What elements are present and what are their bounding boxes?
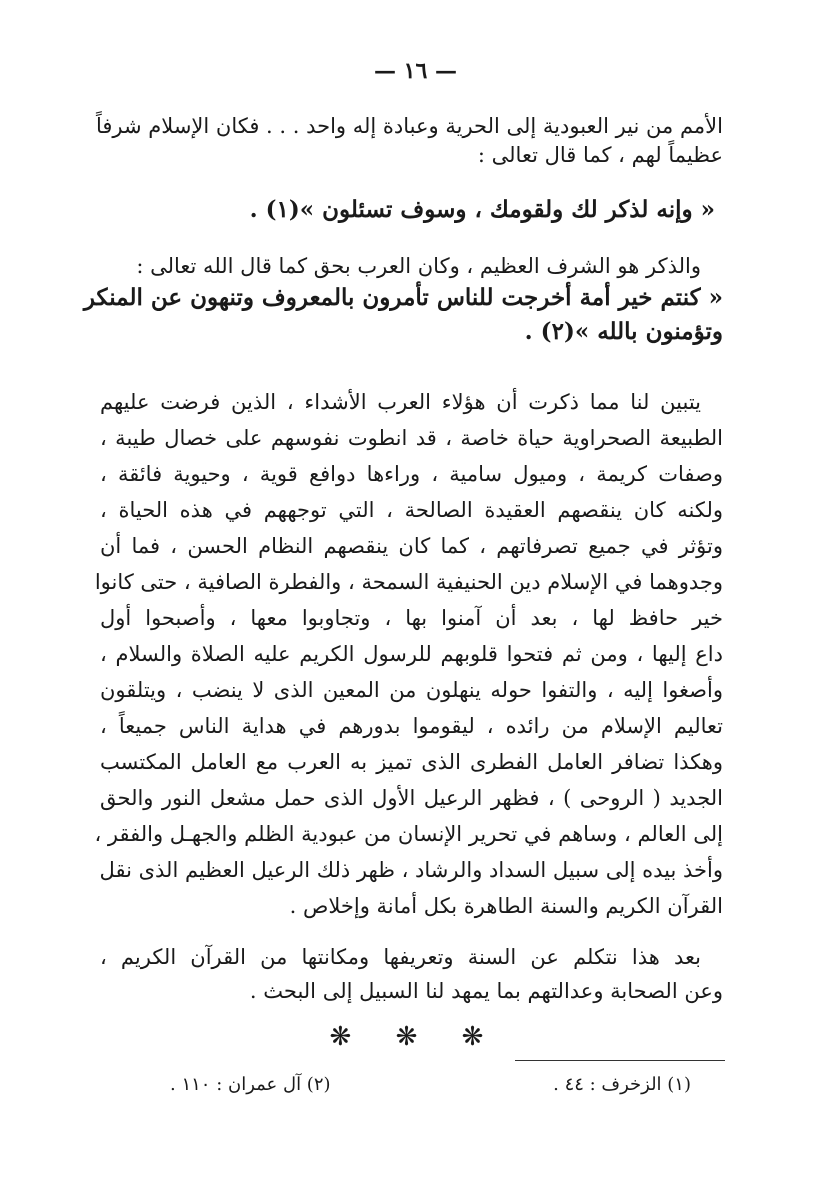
text-line: وصفات كريمة ، وميول سامية ، وراءها دوافع قوية ، وحيوية فائقة ، bbox=[100, 462, 723, 486]
verse-line: « وإنه لذكر لك ولقومك ، وسوف تسئلون »(١) . bbox=[249, 196, 715, 223]
text-line: ولكنه كان ينقصهم العقيدة الصالحة ، التي توجههم في هذه الحياة ، bbox=[100, 498, 723, 522]
text-line: الأمم من نير العبودية إلى الحرية وعبادة إله واحد . . . فكان الإسلام شرفاً bbox=[96, 114, 723, 138]
text-line: داع إليها ، ومن ثم فتحوا قلوبهم للرسول الكريم عليه الصلاة والسلام ، bbox=[100, 642, 723, 666]
ornament-stars: ❋ ❋ ❋ bbox=[329, 1022, 502, 1052]
text-line: بعد هذا نتكلم عن السنة وتعريفها ومكانتها من القرآن الكريم ، bbox=[100, 945, 701, 969]
paragraph-1 bbox=[96, 112, 723, 170]
text-line: وهكذا تضافر العامل الفطرى الذى تميز به العرب مع العامل المكتسب bbox=[100, 750, 723, 774]
text-line: وتؤثر في جميع تصرفاتهم ، كما كان ينقصهم النظام الحسن ، فما أن bbox=[100, 534, 723, 558]
text-line: عظيماً لهم ، كما قال تعالى : bbox=[477, 143, 723, 167]
text-line: تعاليم الإسلام من رائده ، ليقوموا بدورهم في هداية الناس جميعاً ، bbox=[100, 714, 723, 738]
footnote-1: (١) الزخرف : ٤٤ . bbox=[553, 1074, 691, 1095]
text-line: وأصغوا إليه ، والتفوا حوله ينهلون من المعين الذى لا ينضب ، ويتلقون bbox=[100, 678, 723, 702]
verse-line: « كنتم خير أمة أخرجت للناس تأمرون بالمعروف وتنهون عن المنكر bbox=[83, 284, 723, 311]
paragraph-2 bbox=[83, 252, 723, 349]
text-line: وجدوهما في الإسلام دين الحنيفية السمحة ، والفطرة الصافية ، حتى كانوا bbox=[94, 570, 723, 594]
text-line: الجديد ( الروحى ) ، فظهر الرعيل الأول الذى حمل مشعل النور والحق bbox=[100, 786, 723, 810]
quran-verse-1 bbox=[100, 195, 723, 224]
page-number: — ١٦ — bbox=[374, 58, 457, 84]
text-line: والذكر هو الشرف العظيم ، وكان العرب بحق كما قال الله تعالى : bbox=[136, 254, 701, 278]
footnote-2: (٢) آل عمران : ١١٠ . bbox=[170, 1074, 331, 1095]
paragraph-4 bbox=[100, 940, 723, 1008]
text-line: يتبين لنا مما ذكرت أن هؤلاء العرب الأشداء ، الذين فرضت عليهم bbox=[100, 390, 701, 414]
text-line: إلى العالم ، وساهم في تحرير الإنسان من عبودية الظلم والجهـل والفقر ، bbox=[94, 822, 723, 846]
text-line: الطبيعة الصحراوية حياة خاصة ، قد انطوت نفوسهم على خصال طيبة ، bbox=[100, 426, 723, 450]
verse-line: وتؤمنون بالله »(٢) . bbox=[524, 318, 723, 345]
text-line: وأخذ بيده إلى سبيل السداد والرشاد ، ظهر ذلك الرعيل العظيم الذى نقل bbox=[99, 858, 723, 882]
paragraph-3 bbox=[94, 384, 723, 924]
text-line: وعن الصحابة وعدالتهم بما يمهد لنا السبيل إلى البحث . bbox=[249, 979, 723, 1003]
footnotes bbox=[170, 1074, 691, 1095]
text-line: القرآن الكريم والسنة الطاهرة بكل أمانة وإخلاص . bbox=[289, 894, 723, 918]
footnote-divider bbox=[515, 1060, 725, 1061]
text-line: خير حافظ لها ، بعد أن آمنوا بها ، وتجاوبوا معها ، وأصبحوا أول bbox=[100, 606, 723, 630]
